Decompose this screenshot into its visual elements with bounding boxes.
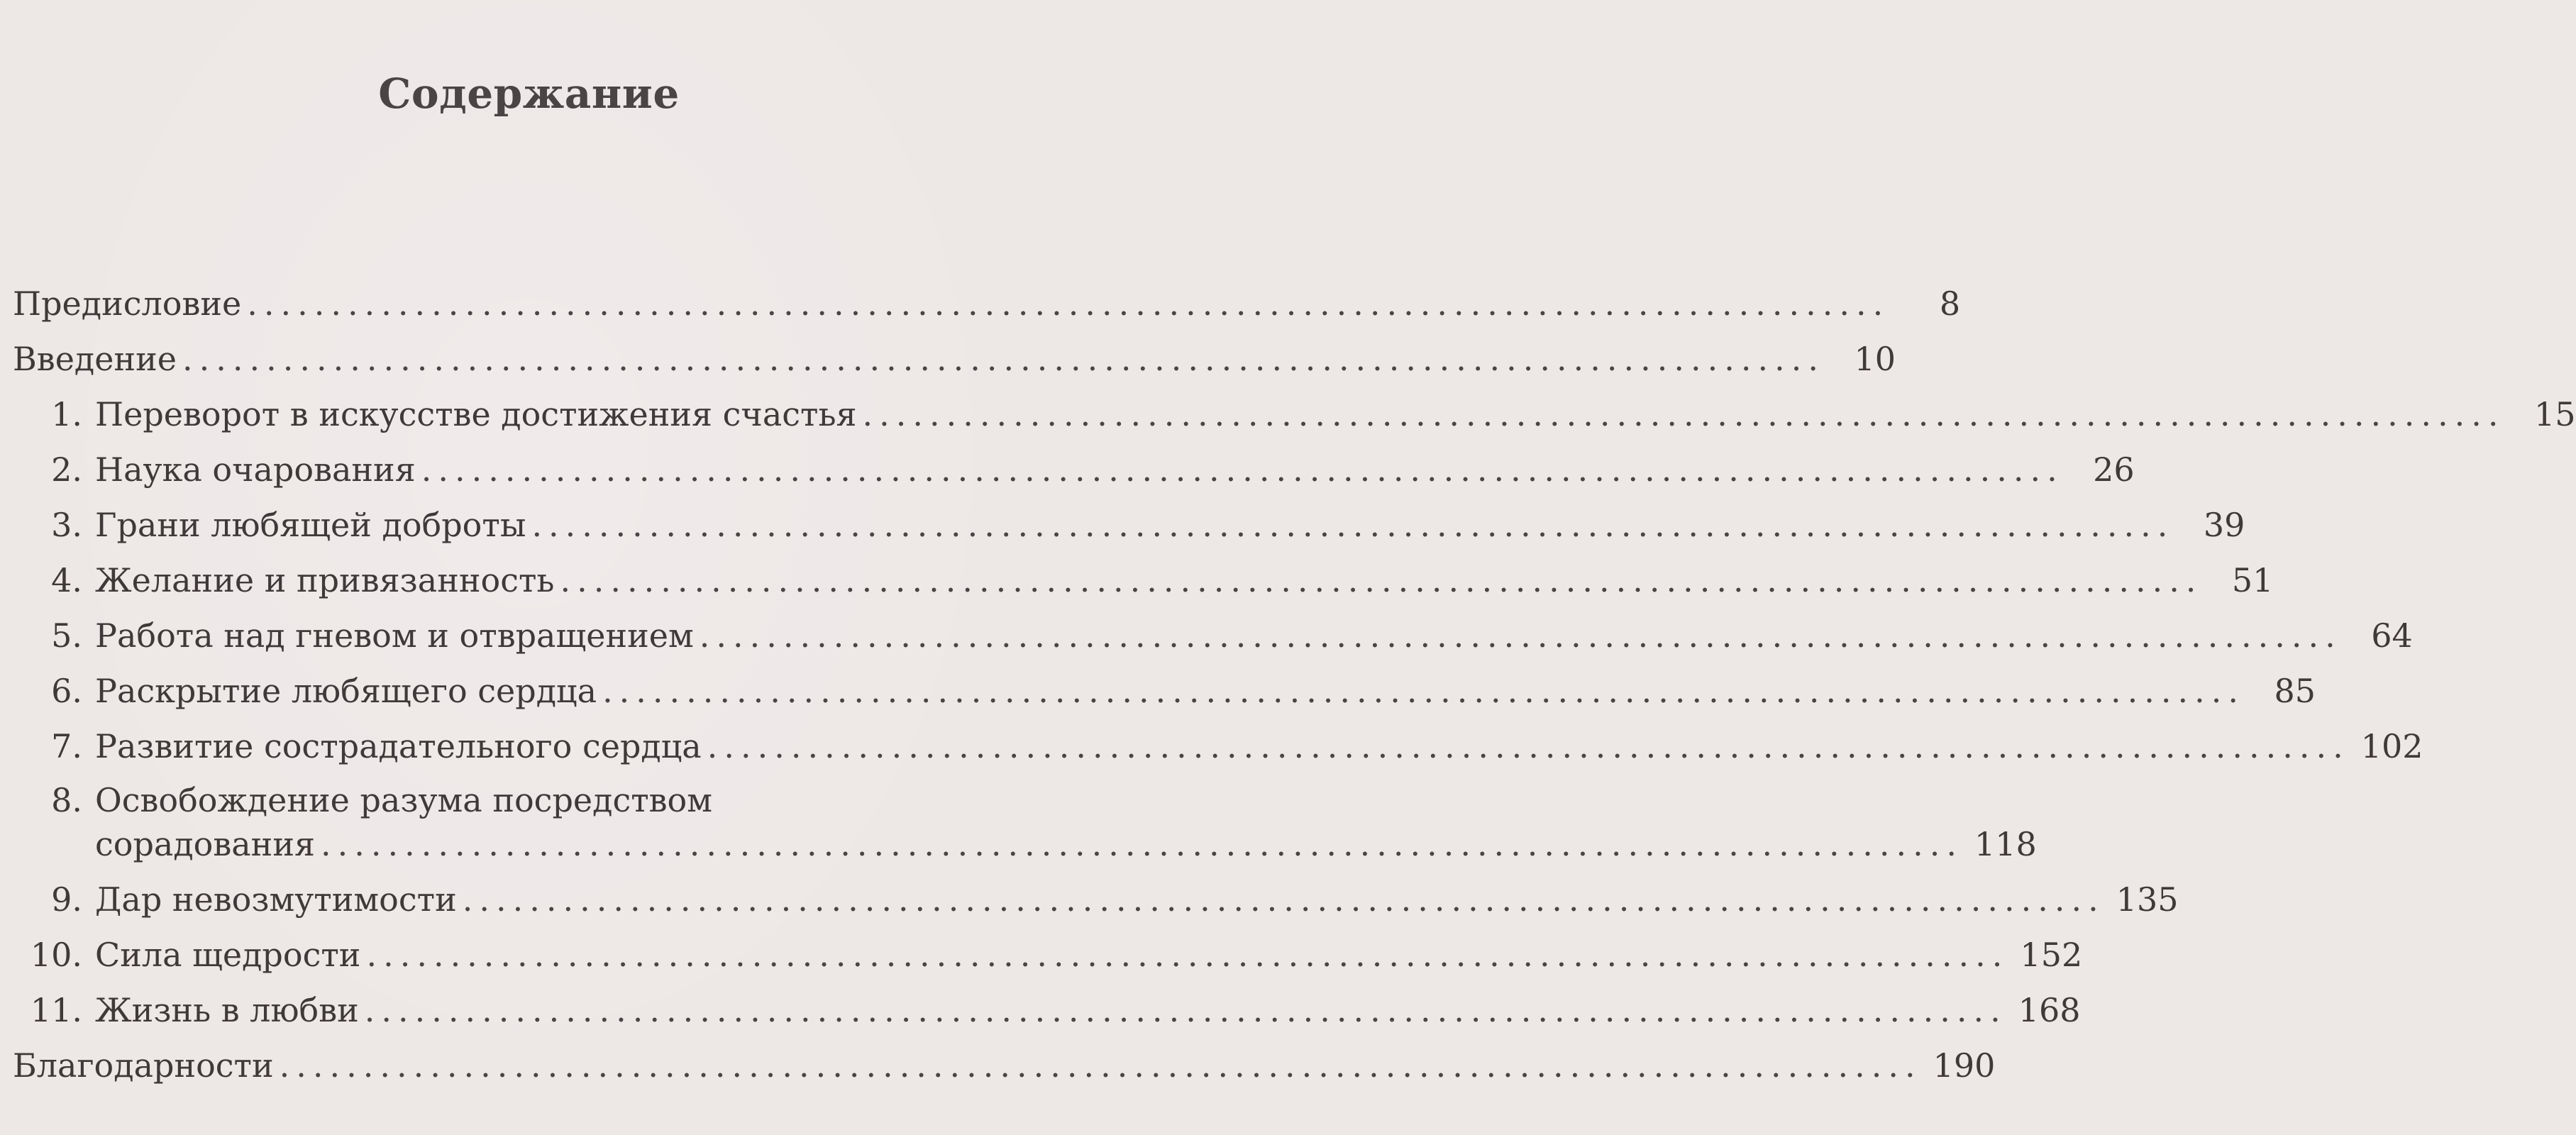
toc-entry-number: 9. [51,880,82,919]
leader-dots: .................................................................................................. [862,395,2505,433]
toc-entry-number: 1. [51,395,82,433]
leader-dots: .................................................................................................. [182,340,1825,378]
toc-entry-label: Жизнь в любви [95,991,359,1029]
leader-dots: .................................................................................................. [279,1046,1922,1085]
toc-entry-page: 64 [2371,616,2413,655]
toc-entry-page: 190 [1933,1046,1996,1085]
toc-entry-number: 5. [51,616,82,655]
toc-entry-number: 6. [51,672,82,710]
toc-entry-chapter-10 [13,931,2083,978]
toc-entry-page: 51 [2231,561,2274,599]
toc-entry-label: Раскрытие любящего сердца [95,672,597,710]
toc-entry-page: 39 [2203,506,2245,544]
toc-entry-page: 168 [2018,991,2081,1029]
toc-entry-page: 102 [2360,727,2423,765]
leader-dots: .................................................................................................. [707,727,2350,765]
toc-entry-label: Дар невозмутимости [95,880,457,919]
toc-entry-label: Сила щедрости [95,936,361,974]
leader-dots: .................................................................................................. [247,284,1890,323]
toc-entry-label: Работа над гневом и отвращением [95,616,694,655]
toc-entry-label: сорадования [95,825,316,863]
toc-entry-label: Благодарности [13,1046,274,1085]
toc-entry-page: 8 [1939,284,1961,323]
leader-dots: .................................................................................................. [321,825,1963,863]
toc-entry-label: Переворот в искусстве достижения счастья [95,395,857,433]
toc-entry-number: 8. [51,781,82,819]
toc-entry-chapter-6 [13,668,2316,714]
toc-entry-page: 135 [2116,880,2179,919]
toc-entry-chapter-9 [13,876,2179,923]
toc-entry-chapter-4 [13,557,2274,604]
toc-entry-acknowledgements [13,1042,1996,1089]
toc-entry-number: 3. [51,506,82,544]
toc-entry-page: 85 [2274,672,2316,710]
toc-entry-label: Предисловие [13,284,242,323]
toc-entry-number: 10. [30,936,82,974]
page-title: Содержание [378,70,680,118]
toc-entry-chapter-5 [13,612,2413,659]
toc-entry-chapter-8 [13,821,2037,868]
toc-entry-preface [13,280,1961,327]
toc-entry-chapter-7 [13,723,2423,770]
toc-entry-number: 7. [51,727,82,765]
leader-dots: .................................................................................................. [364,991,2007,1029]
toc-entry-label-line-1: Освобождение разума посредством [95,781,713,819]
leader-dots: .................................................................................................. [421,450,2064,489]
leader-dots: .................................................................................................. [602,672,2245,710]
toc-entry-label: Развитие сострадательного сердца [95,727,702,765]
toc-entry-page: 152 [2020,936,2083,974]
leader-dots: .................................................................................................. [462,880,2105,919]
toc-entry-chapter-11 [13,987,2081,1034]
toc-entry-label: Наука очарования [95,450,416,489]
toc-entry-chapter-2 [13,446,2135,493]
toc-entry-number: 11. [30,991,82,1029]
toc-entry-number: 4. [51,561,82,599]
toc-entry-page: 15 [2533,395,2576,433]
toc-entry-label: Введение [13,340,177,378]
toc-entry-label: Грани любящей доброты [95,506,526,544]
leader-dots: .................................................................................................. [366,936,2009,974]
toc-entry-number: 2. [51,450,82,489]
toc-entry-chapter-3 [13,502,2245,548]
toc-entry-page: 26 [2093,450,2135,489]
toc-entry-chapter-8-line-1 [13,777,1041,824]
toc-entry-introduction [13,336,1896,382]
leader-dots: .................................................................................................. [560,561,2203,599]
toc-entry-chapter-1 [13,391,2576,438]
toc-entry-page: 10 [1854,340,1896,378]
leader-dots: .................................................................................................. [699,616,2342,655]
toc-entry-label: Желание и привязанность [95,561,555,599]
leader-dots: .................................................................................................. [531,506,2174,544]
toc-entry-page: 118 [1974,825,2037,863]
